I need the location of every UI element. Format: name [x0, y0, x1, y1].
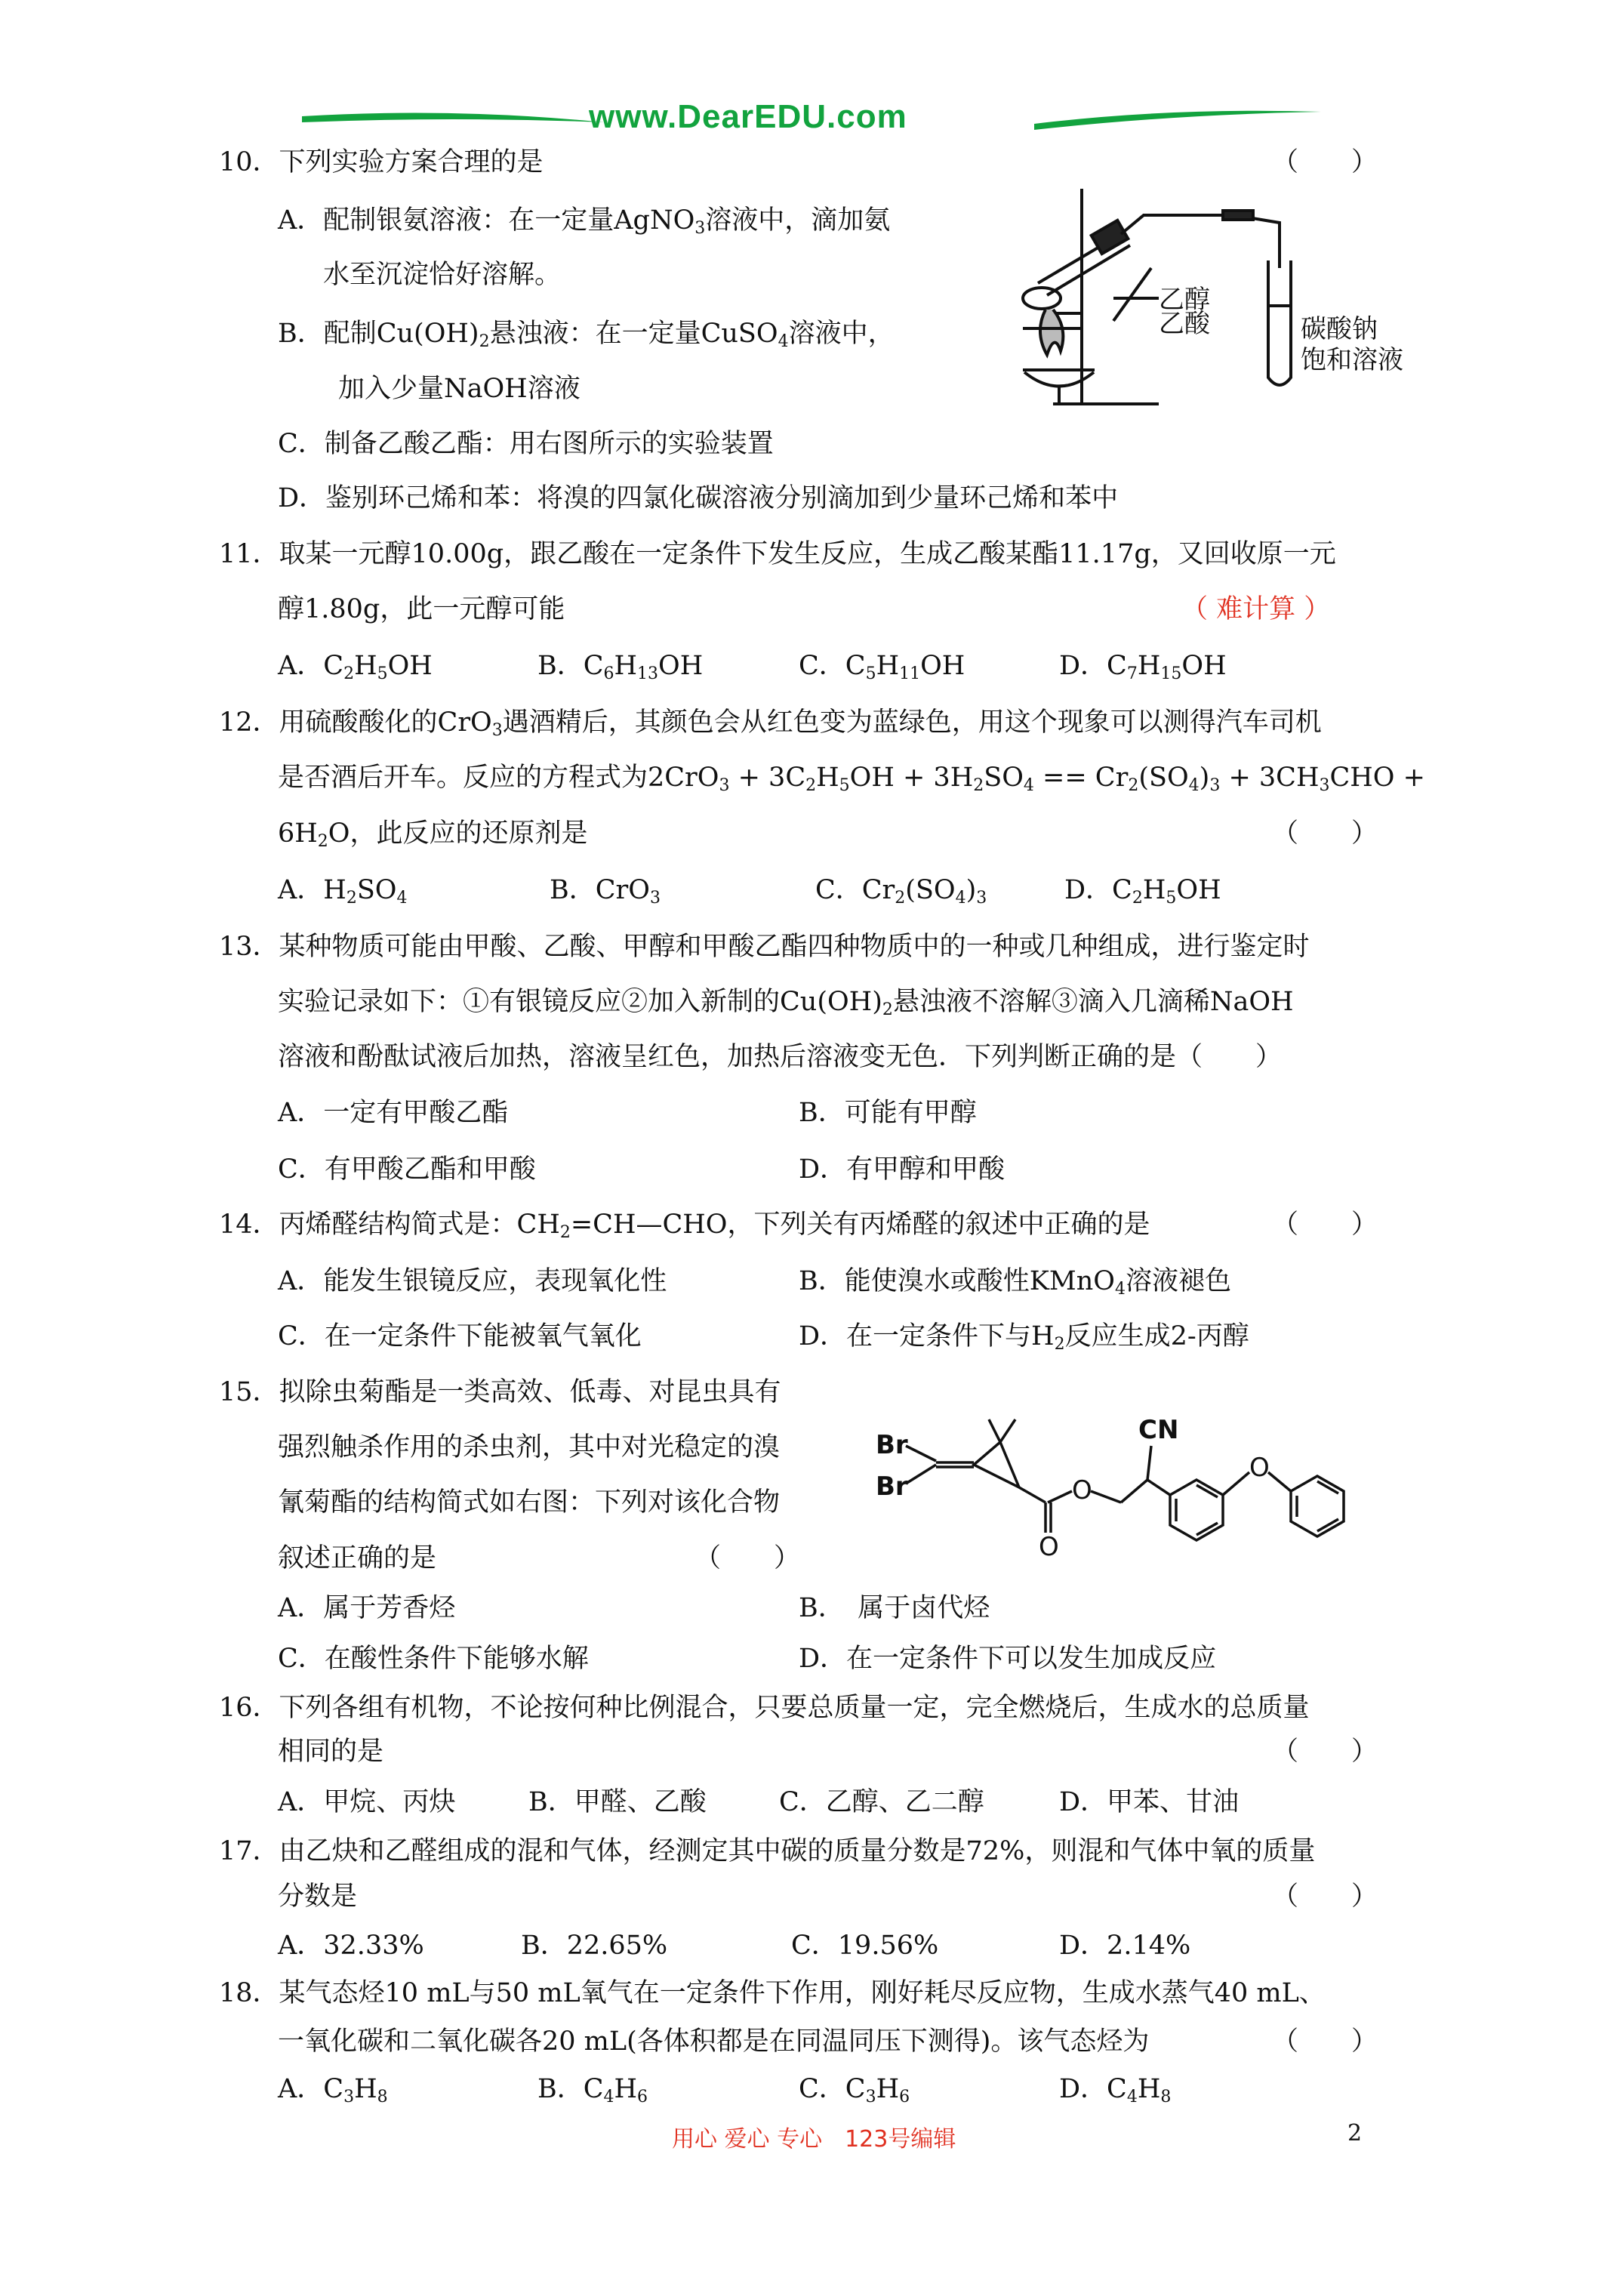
q17-stem-line2: 分数是	[278, 1881, 358, 1912]
q18-stem-line2: 一氧化碳和二氧化碳各20 mL(各体积都是在同温同压下测得)。该气态烃为	[278, 2026, 1150, 2057]
site-brand[interactable]: www.DearEDU.com	[589, 98, 907, 135]
figure-label-ethanol: 乙醇	[1159, 285, 1210, 315]
q10-option-a-cont: 水至沉淀恰好溶解。	[323, 260, 562, 290]
q17-option-d: D．2.14%	[1059, 1931, 1191, 1961]
q14-option-a: A．能发生银镜反应，表现氧化性	[278, 1266, 667, 1296]
q10-option-c: C．制备乙酸乙酯：用右图所示的实验装置	[278, 429, 774, 459]
q13-stem-line3: 溶液和酚酞试液后加热，溶液呈红色，加热后溶液变无色．下列判断正确的是（ ）	[278, 1042, 1283, 1072]
q15-option-b: B． 属于卤代烃	[799, 1593, 990, 1623]
q12-option-b: B．CrO$_3$	[550, 875, 661, 908]
q18-stem-line1: 18．某气态烃10 mL与50 mL氧气在一定条件下作用，刚好耗尽反应物，生成水蒸气40 mL、	[219, 1978, 1326, 2008]
q12-stem-line3: $6H_2O$，此反应的还原剂是	[278, 818, 588, 851]
q13-stem-line2: 实验记录如下：①有银镜反应②加入新制的$Cu(OH)_2$悬浊液不溶解③滴入几滴稀NaOH	[278, 987, 1294, 1019]
q11-option-d: D．$C_7H_{15}OH$	[1059, 651, 1227, 683]
q15-option-d: D．在一定条件下可以发生加成反应	[799, 1644, 1217, 1674]
q10-option-a: A．配制银氨溶液：在一定量AgNO$_3$溶液中，滴加氨	[278, 205, 891, 238]
q14-option-b: B．能使溴水或酸性KMnO$_4$溶液褪色	[799, 1266, 1231, 1299]
page-number: 2	[1347, 2120, 1363, 2147]
q11-stem-line1: 11．取某一元醇10.00g，跟乙酸在一定条件下发生反应，生成乙酸某酯11.17g，又回收原一元	[219, 539, 1336, 569]
q16-stem-line1: 16．下列各组有机物，不论按何种比例混合，只要总质量一定，完全燃烧后，生成水的总质量	[219, 1693, 1310, 1723]
q17-option-c: C．19.56%	[791, 1931, 939, 1961]
q13-option-a: A．一定有甲酸乙酯	[278, 1098, 509, 1128]
esterification-apparatus-figure	[1008, 177, 1403, 449]
q17-option-a: A．32.33%	[278, 1931, 424, 1961]
structure-atom-o-carbonyl: O	[1039, 1532, 1059, 1562]
q13-option-d: D．有甲醇和甲酸	[799, 1154, 1006, 1185]
structure-group-cn: CN	[1138, 1415, 1179, 1445]
figure-label-saturated-solution: 饱和溶液	[1301, 345, 1403, 375]
q11-stem-line2: 醇1.80g，此一元醇可能	[278, 594, 565, 624]
header-swoosh-right	[1034, 106, 1321, 136]
q11-option-c: C．$C_5H_{11}OH$	[799, 651, 965, 683]
structure-atom-o-ether: O	[1249, 1453, 1270, 1483]
figure-label-acetic-acid: 乙酸	[1159, 309, 1210, 339]
q13-option-c: C．有甲酸乙酯和甲酸	[278, 1154, 536, 1185]
q12-stem-line1: 12．用硫酸酸化的CrO$_3$遇酒精后，其颜色会从红色变为蓝绿色，用这个现象可以测得汽车司机	[219, 707, 1322, 740]
footer-text: 用心 爱心 专心 123号编辑	[672, 2126, 956, 2153]
q17-stem-line1: 17．由乙炔和乙醛组成的混和气体，经测定其中碳的质量分数是72%，则混和气体中氧的质量	[219, 1836, 1316, 1866]
q12-stem-line2: 是否酒后开车。反应的方程式为$2CrO_3 + 3C_2H_5OH + 3H_2SO_4 == Cr_2(SO_4)_3 + 3CH_3CHO$ +	[278, 763, 1425, 795]
q18-option-c: C．$C_3H_6$	[799, 2074, 910, 2106]
q10-option-b-cont: 加入少量NaOH溶液	[338, 374, 581, 404]
q12-option-c: C．$Cr_2(SO_4)_3$	[815, 875, 987, 908]
q17-answer-bracket: （ ）	[1272, 1881, 1378, 1912]
q15-stem-line2: 强烈触杀作用的杀虫剂，其中对光稳定的溴	[278, 1432, 781, 1462]
q14-stem: 14．丙烯醛结构简式是：$CH_2=CH—CHO$，下列关有丙烯醛的叙述中正确的是	[219, 1210, 1150, 1242]
q13-stem-line1: 13．某种物质可能由甲酸、乙酸、甲醇和甲酸乙酯四种物质中的一种或几种组成，进行鉴定时	[219, 932, 1310, 962]
q10-answer-bracket: （ ）	[1272, 147, 1378, 177]
structure-atom-o-ester: O	[1072, 1475, 1092, 1505]
q15-answer-bracket: （ ）	[694, 1543, 801, 1573]
q14-option-d: D．在一定条件下与$H_2$反应生成2-丙醇	[799, 1321, 1249, 1354]
q11-option-a: A．$C_2H_5OH$	[278, 651, 433, 683]
q14-answer-bracket: （ ）	[1272, 1210, 1378, 1240]
deltamethrin-structure-figure	[861, 1401, 1366, 1562]
q16-answer-bracket: （ ）	[1272, 1737, 1378, 1767]
q16-option-b: B．甲醛、乙酸	[528, 1787, 707, 1817]
q16-option-d: D．甲苯、甘油	[1059, 1787, 1240, 1817]
q15-stem-line4: 叙述正确的是	[278, 1543, 437, 1573]
q10-option-d: D．鉴别环己烯和苯：将溴的四氯化碳溶液分别滴加到少量环己烯和苯中	[278, 483, 1119, 513]
q15-stem-line3: 氰菊酯的结构简式如右图：下列对该化合物	[278, 1487, 781, 1518]
q11-difficulty-tag: （ 难计算 ）	[1181, 594, 1331, 624]
figure-label-sodium-carbonate: 碳酸钠	[1301, 314, 1378, 344]
q12-answer-bracket: （ ）	[1272, 818, 1378, 849]
q18-option-d: D．$C_4H_8$	[1059, 2074, 1172, 2106]
q16-stem-line2: 相同的是	[278, 1737, 384, 1767]
q10-stem: 10．下列实验方案合理的是	[219, 147, 544, 177]
q16-option-c: C．乙醇、乙二醇	[779, 1787, 984, 1817]
q12-option-d: D．$C_2H_5OH$	[1064, 875, 1221, 908]
q15-option-a: A．属于芳香烃	[278, 1593, 456, 1623]
q15-option-c: C．在酸性条件下能够水解	[278, 1644, 589, 1674]
q18-option-b: B．$C_4H_6$	[537, 2074, 648, 2106]
q15-stem-line1: 15．拟除虫菊酯是一类高效、低毒、对昆虫具有	[219, 1377, 781, 1407]
structure-atom-br1: Br	[876, 1430, 908, 1460]
q12-option-a: A．$H_2SO_4$	[278, 875, 408, 908]
q16-option-a: A．甲烷、丙炔	[278, 1787, 456, 1817]
header-swoosh-left	[302, 106, 604, 136]
q10-option-b: B．配制$Cu(OH)_2$悬浊液：在一定量CuSO$_4$溶液中，	[278, 319, 895, 351]
q14-option-c: C．在一定条件下能被氧气氧化	[278, 1321, 642, 1351]
q13-option-b: B．可能有甲醇	[799, 1098, 977, 1128]
q11-option-b: B．$C_6H_{13}OH$	[537, 651, 704, 683]
structure-atom-br2: Br	[876, 1472, 908, 1502]
q18-answer-bracket: （ ）	[1272, 2026, 1378, 2057]
q17-option-b: B．22.65%	[521, 1931, 668, 1961]
q18-option-a: A．$C_3H_8$	[278, 2074, 388, 2106]
